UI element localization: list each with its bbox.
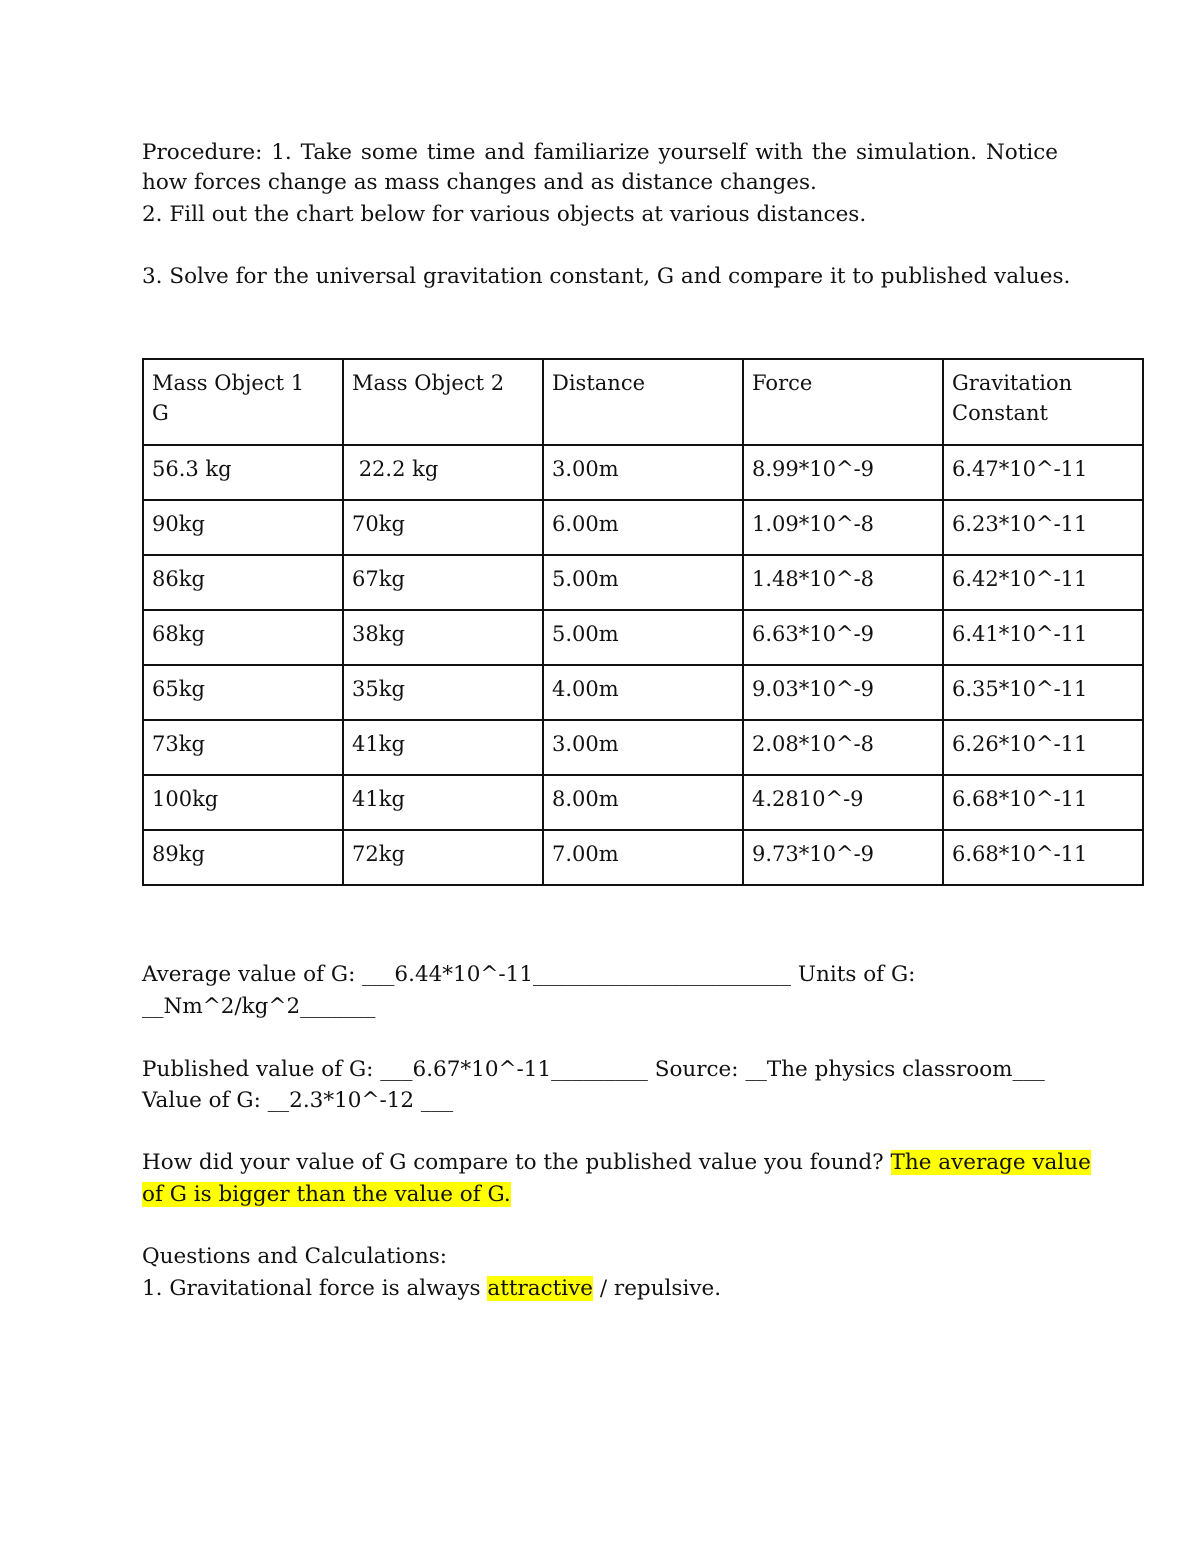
cell-constant: 6.68*10^-11: [943, 775, 1143, 830]
table-header-row: [143, 359, 1143, 445]
cell-distance: 4.00m: [543, 665, 743, 720]
procedure-intro-line-2: how forces change as mass changes and as distance changes.: [142, 170, 817, 195]
cell-mass-2: 72kg: [343, 830, 543, 885]
cell-distance: 5.00m: [543, 610, 743, 665]
cell-mass-1: 73kg: [143, 720, 343, 775]
cell-mass-2: 22.2 kg: [343, 445, 543, 500]
comparison-answer-highlight: The average value: [890, 1150, 1091, 1175]
questions-heading: Questions and Calculations:: [142, 1244, 447, 1269]
published-g-line: Published value of G: ___6.67*10^-11_________ Source: __The physics classroom___: [142, 1057, 1045, 1082]
comparison-line-1: [142, 1148, 1091, 1178]
cell-mass-2: 67kg: [343, 555, 543, 610]
table-row: [143, 775, 1143, 830]
cell-mass-2: 41kg: [343, 720, 543, 775]
header-gravitation-constant: Gravitation Constant: [943, 359, 1143, 445]
cell-mass-1: 56.3 kg: [143, 445, 343, 500]
gravitation-data-table: [142, 358, 1144, 886]
cell-constant: 6.35*10^-11: [943, 665, 1143, 720]
procedure-step-3: 3. Solve for the universal gravitation constant, G and compare it to published values.: [142, 264, 1071, 289]
cell-mass-1: 89kg: [143, 830, 343, 885]
comparison-line-2: [142, 1180, 511, 1210]
value-g-line: Value of G: __2.3*10^-12 ___: [142, 1088, 454, 1113]
cell-force: 2.08*10^-8: [743, 720, 943, 775]
cell-distance: 7.00m: [543, 830, 743, 885]
cell-constant: 6.26*10^-11: [943, 720, 1143, 775]
cell-force: 8.99*10^-9: [743, 445, 943, 500]
header-distance: Distance: [543, 359, 743, 445]
cell-mass-2: 41kg: [343, 775, 543, 830]
cell-mass-1: 68kg: [143, 610, 343, 665]
header-mass-object-2: Mass Object 2: [343, 359, 543, 445]
table-row: [143, 500, 1143, 555]
cell-force: 6.63*10^-9: [743, 610, 943, 665]
cell-constant: 6.42*10^-11: [943, 555, 1143, 610]
cell-mass-1: 100kg: [143, 775, 343, 830]
table-row: [143, 555, 1143, 610]
cell-distance: 3.00m: [543, 720, 743, 775]
cell-mass-1: 86kg: [143, 555, 343, 610]
cell-distance: 8.00m: [543, 775, 743, 830]
cell-distance: 3.00m: [543, 445, 743, 500]
cell-constant: 6.23*10^-11: [943, 500, 1143, 555]
cell-force: 1.09*10^-8: [743, 500, 943, 555]
cell-distance: 6.00m: [543, 500, 743, 555]
average-g-line: Average value of G: ___6.44*10^-11________________________ Units of G:: [142, 962, 916, 987]
question-1-answer-highlight: attractive: [487, 1276, 594, 1301]
cell-mass-2: 70kg: [343, 500, 543, 555]
table-row: [143, 720, 1143, 775]
question-1-prefix: 1. Gravitational force is always: [142, 1276, 488, 1301]
question-1: [142, 1274, 721, 1304]
cell-mass-1: 65kg: [143, 665, 343, 720]
procedure-step-2: 2. Fill out the chart below for various objects at various distances.: [142, 202, 867, 227]
units-g-line: __Nm^2/kg^2_______: [142, 994, 376, 1019]
cell-constant: 6.47*10^-11: [943, 445, 1143, 500]
cell-mass-2: 35kg: [343, 665, 543, 720]
table-row: [143, 830, 1143, 885]
comparison-question: How did your value of G compare to the published value you found?: [142, 1150, 891, 1175]
cell-mass-2: 38kg: [343, 610, 543, 665]
cell-constant: 6.41*10^-11: [943, 610, 1143, 665]
cell-force: 9.03*10^-9: [743, 665, 943, 720]
header-force: Force: [743, 359, 943, 445]
procedure-intro-line-1: Procedure: 1. Take some time and familiarize yourself with the simulation. Notice: [142, 140, 1058, 165]
question-1-suffix: / repulsive.: [593, 1276, 722, 1301]
cell-constant: 6.68*10^-11: [943, 830, 1143, 885]
table-row: [143, 445, 1143, 500]
cell-force: 1.48*10^-8: [743, 555, 943, 610]
comparison-answer-highlight-2: of G is bigger than the value of G.: [142, 1182, 511, 1207]
cell-mass-1: 90kg: [143, 500, 343, 555]
table-row: [143, 610, 1143, 665]
cell-distance: 5.00m: [543, 555, 743, 610]
table-row: [143, 665, 1143, 720]
cell-force: 9.73*10^-9: [743, 830, 943, 885]
header-mass-object-1: Mass Object 1 G: [143, 359, 343, 445]
cell-force: 4.2810^-9: [743, 775, 943, 830]
